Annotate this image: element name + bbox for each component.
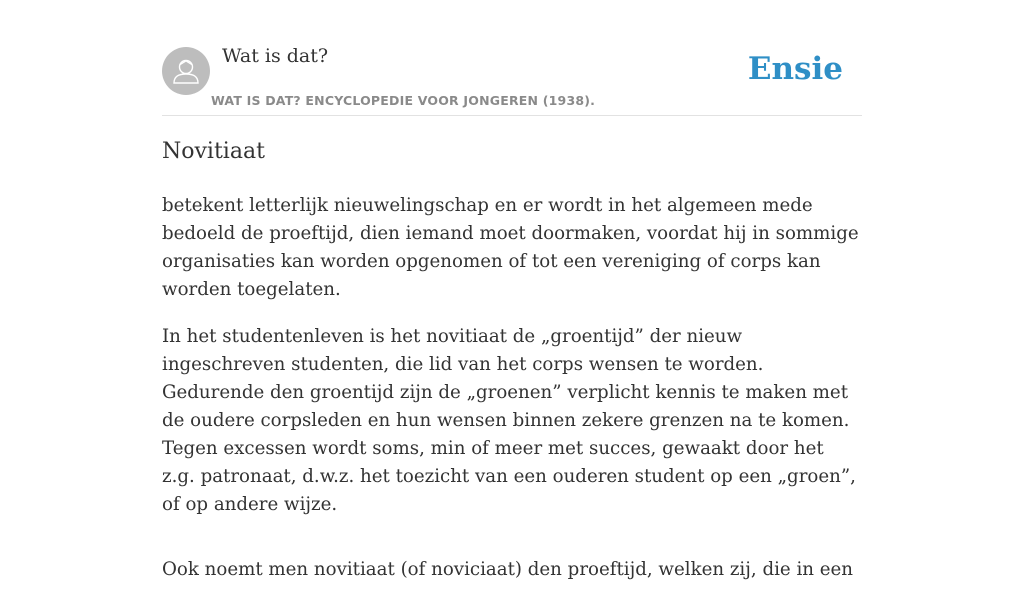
article-paragraph-3: Ook noemt men novitiaat (of noviciaat) den proeftijd, welken zij, die in een [162, 559, 854, 580]
source-subtitle[interactable]: WAT IS DAT? ENCYCLOPEDIE VOOR JONGEREN (1938). [211, 93, 596, 108]
article-title: Novitiaat [162, 139, 265, 164]
source-title[interactable]: Wat is dat? [222, 45, 329, 67]
article-paragraph-2: In het studentenleven is het novitiaat de „groentijd” der nieuw ingeschreven studenten, die lid van het corps wensen te worden. Gedurende den groentijd zijn de „groenen” verplicht kennis te maken met de oudere corpsleden en hun wensen binnen zekere grenzen na te komen. Tegen excessen wordt soms, min of meer met succes, gewaakt door het z.g. patronaat, d.w.z. het toezicht van een ouderen student op een „groen”, of op andere wijze. [162, 326, 856, 515]
user-silhouette-icon [162, 47, 210, 95]
user-avatar-icon[interactable] [162, 47, 210, 95]
ensie-logo[interactable]: Ensie [747, 51, 843, 87]
source-header [162, 0, 862, 116]
article-body [162, 192, 862, 603]
page-container [162, 0, 862, 580]
article-paragraph-1: betekent letterlijk nieuwelingschap en er wordt in het algemeen mede bedoeld de proeftijd, dien iemand moet doormaken, voordat hij in sommige organisaties kan worden opgenomen of tot een vereniging of corps kan worden toegelaten. [162, 195, 859, 300]
